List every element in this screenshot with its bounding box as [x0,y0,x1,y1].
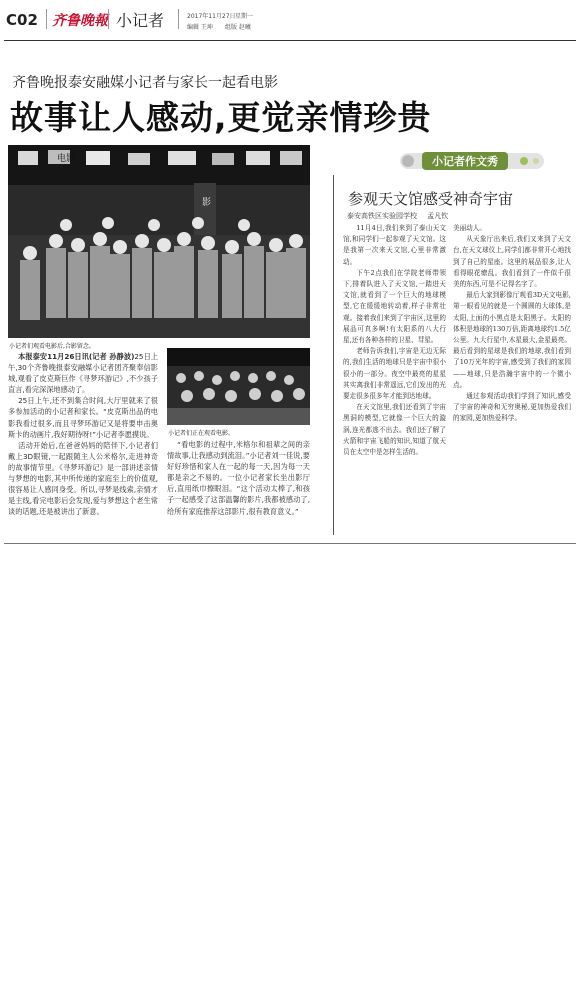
essay-author: 孟凡钦 [427,212,449,220]
article-paragraph: 25日上午,还不到集合时间,大厅里就来了很多参加活动的小记者和家长。“皮克斯出品的电影我看过很多,而且寻梦环游记又是将要申击奥斯卡的动画片,我好期待呀!”小记者李愿摸说。 [8,396,158,439]
essay-badge-label: 小记者作文秀 [432,155,498,168]
designer-credit: 组版 赵曦 [225,24,251,31]
essay-paragraph: 11月4日,我们来到了泰山天文馆,和同学们一起参观了天文馆。这是我第一次来天文馆,心里非常激动。 [343,224,446,266]
group-photo-image [8,145,310,338]
article-column-1 [8,351,158,517]
paragraph-text: 25日上午,30个齐鲁晚报泰安融媒小记者团齐聚奉信影城,观看了皮克斯巨作《寻梦环游记》,不少孩子直言,看完深深地感动了。 [8,352,158,395]
publication-logo: 齐鲁晚報 [52,13,108,29]
article-paragraph: 活动开始后,在爸爸妈妈的陪伴下,小记者们戴上3D眼镜,一起跟随主人公米格尔,走进神奇的故事情节里。《寻梦环游记》是一部讲述亲情与梦想的电影,其中所传递的家庭至上的价值观,很容易让人感同身受。所以,寻梦是线索,亲情才是主线,看完电影后会发现,爱与梦想这个老生常谈的话题,还是被讲出了新意。 [8,440,158,517]
cinema-photo-image [167,348,310,425]
editor-credit: 编辑 王坤 [187,24,213,31]
photo1-caption: 小记者们观看电影后,合影留念。 [9,343,95,350]
essay-school: 泰安高铁区实验园学校 [347,212,417,220]
photo2-caption: 小记者们正在观看电影。 [168,430,235,437]
masthead [0,0,580,40]
cinema-photo [167,348,310,425]
essay-title: 参观天文馆感受神奇宇宙 [348,190,514,208]
header-rule [4,40,576,41]
column-divider [333,175,334,535]
essay-paragraph: 老师告诉我们,宇宙是无边无际的,我们生活的地球只是宇宙中很小很小的一部分。夜空中最亮的星星其实离我们非常遥远,它们发出的光要走很多很多年才能到达地球。 [343,347,446,401]
masthead-divider [108,9,109,29]
footer-rule [4,543,576,544]
essay-paragraph: 下午2点我们在学院老师带领下,排着队进入了天文馆,一踏进天文馆,就看到了一个巨大的地球模型,它在缓缓地转动着,样子非常壮观。接着我们来到了宇宙区,这里的展品可真多啊!有太阳系的八大行星,还有各种各样的卫星、彗星。 [343,268,446,345]
section-title: 小记者 [116,11,165,30]
article-column-2 [167,439,310,517]
essay-column-2 [453,223,571,523]
article-kicker: 齐鲁晚报泰安融媒小记者与家长一起看电影 [12,75,278,91]
group-photo [8,145,310,338]
masthead-divider [178,9,179,29]
issue-weekday: 星期一 [235,13,254,20]
essay-paragraph: 美丽动人。 [453,224,486,232]
article-headline: 故事让人感动,更觉亲情珍贵 [10,98,432,137]
article-dateline: 本报泰安11月26日讯(记者 孙静波) [18,352,135,361]
essay-badge [398,150,546,172]
cinema-sign: 影 [202,198,212,208]
essay-paragraph: 最后大家到影像厅观看3D天文电影,第一眼看见的就是一个圆圆的大球体,是太阳,上面的小黑点是太阳黑子。太阳的体积是地球的130万倍,距离地球约1.5亿公里。九大行星中,木星最大,金星最亮。最后看到的星球是我们的地球,我们看到了10万光年的宇宙,感受到了我们的家园——地球,只是浩瀚宇宙中的一个微小点。 [453,291,571,389]
article-paragraph: “看电影的过程中,米格尔和祖辈之间的亲情故事,让我感动到流泪。”小记者刘一佳说,要好好珍惜和家人在一起的每一天,因为每一天都是亲之不易的。一位小记者家长坐出影厅后,直用纸巾擦眼泪。“这个活动太棒了,和孩子一起感受了这部温馨的影片,我都被感动了,给所有家庭推荐这部影片,很有教育意义。” [167,440,310,516]
essay-paragraph: 通过参观活动我们学到了知识,感受了宇宙的神奇和无穷奥秘,更加热爱我们的家园,更加热爱科学。 [453,392,571,423]
essay-paragraph: 在天文馆里,我们还看到了宇宙黑洞的模型,它就像一个巨大的漩涡,连光都逃不出去。我们还了解了火箭和宇宙飞船的知识,知道了航天员在太空中是怎样生活的。 [343,403,446,457]
essay-paragraph: 从天象厅出来后,我们又来到了天文台,在天文球仪上,同学们都非常开心地找到了自己的星座。这里的展品很多,让人看得眼花缭乱。我们看到了一件似千很美的东西,可是不记得名字了。 [453,235,571,289]
essay-byline [347,211,448,221]
badge-decoration [398,150,546,172]
cinema-sign: 电影 [57,154,76,164]
masthead-divider [46,9,47,29]
article-paragraph [8,351,158,395]
essay-column-1 [343,223,446,523]
page-code: C02 [6,11,38,29]
issue-date: 2017年11月27日 [187,13,236,20]
